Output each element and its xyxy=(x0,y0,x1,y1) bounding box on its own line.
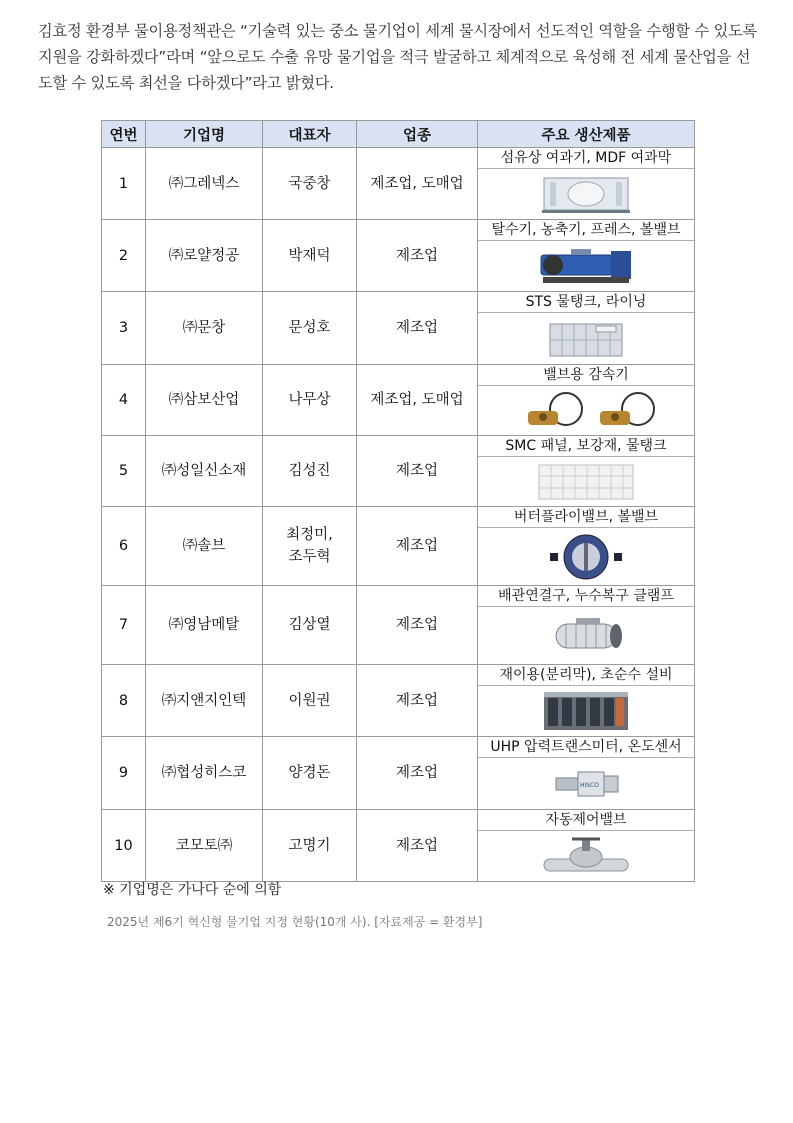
ceo-name: 고명기 xyxy=(263,810,357,882)
table-row xyxy=(102,148,695,220)
header-no: 연번 xyxy=(102,121,146,148)
smc-panel-icon xyxy=(478,457,694,506)
product-label: 배관연결구, 누수복구 클램프 xyxy=(478,586,694,607)
product-cell xyxy=(478,586,695,665)
company-name: ㈜로얄정공 xyxy=(146,220,263,292)
industry: 제조업 xyxy=(357,292,478,365)
table-row xyxy=(102,292,695,365)
table-row xyxy=(102,586,695,665)
row-number: 2 xyxy=(102,220,146,292)
valve-gear-icon xyxy=(478,386,694,435)
butterfly-valve-icon xyxy=(478,528,694,585)
product-label: UHP 압력트랜스미터, 온도센서 xyxy=(478,737,694,758)
industry: 제조업 xyxy=(357,586,478,665)
ceo-name: 나무상 xyxy=(263,365,357,436)
product-cell xyxy=(478,220,695,292)
pipe-clamp-icon xyxy=(478,607,694,664)
ceo-name: 김상열 xyxy=(263,586,357,665)
product-cell xyxy=(478,507,695,586)
table-row xyxy=(102,507,695,586)
filter-unit-icon xyxy=(478,169,694,219)
industry: 제조업 xyxy=(357,436,478,507)
company-name: 코모토㈜ xyxy=(146,810,263,882)
company-name: ㈜협성히스코 xyxy=(146,737,263,810)
product-cell xyxy=(478,436,695,507)
row-number: 6 xyxy=(102,507,146,586)
row-number: 3 xyxy=(102,292,146,365)
company-name: ㈜영남메탈 xyxy=(146,586,263,665)
product-label: 재이용(분리막), 초순수 설비 xyxy=(478,665,694,686)
company-name: ㈜성일신소재 xyxy=(146,436,263,507)
table-header-row xyxy=(102,121,695,148)
ceo-name: 국중창 xyxy=(263,148,357,220)
row-number: 10 xyxy=(102,810,146,882)
membrane-plant-icon xyxy=(478,686,694,736)
sort-note: ※ 기업명은 가나다 순에 의함 xyxy=(103,882,282,898)
industry: 제조업 xyxy=(357,507,478,586)
product-label: 밸브용 감속기 xyxy=(478,365,694,386)
row-number: 9 xyxy=(102,737,146,810)
ceo-name: 이원권 xyxy=(263,665,357,737)
industry: 제조업, 도매업 xyxy=(357,148,478,220)
product-cell xyxy=(478,292,695,365)
svg-text:HISCO: HISCO xyxy=(580,781,600,789)
table-row xyxy=(102,436,695,507)
product-label: STS 물탱크, 라이닝 xyxy=(478,292,694,313)
product-cell xyxy=(478,810,695,882)
product-label: 자동제어밸브 xyxy=(478,810,694,831)
company-table xyxy=(101,120,695,882)
company-name: ㈜삼보산업 xyxy=(146,365,263,436)
product-cell xyxy=(478,148,695,220)
company-name: ㈜지앤지인텍 xyxy=(146,665,263,737)
pressure-transmitter-icon xyxy=(478,758,694,809)
ceo-name: 박재덕 xyxy=(263,220,357,292)
image-caption: 2025년 제6기 혁신형 물기업 지정 현황(10개 사). [자료제공 = 환경부] xyxy=(107,915,483,929)
ceo-name: 김성진 xyxy=(263,436,357,507)
table-row xyxy=(102,737,695,810)
company-name: ㈜솔브 xyxy=(146,507,263,586)
header-product: 주요 생산제품 xyxy=(478,121,695,148)
row-number: 4 xyxy=(102,365,146,436)
product-label: 탈수기, 농축기, 프레스, 볼밸브 xyxy=(478,220,694,241)
table-row xyxy=(102,220,695,292)
article-paragraph: 김효정 환경부 물이용정책관은 “기술력 있는 중소 물기업이 세계 물시장에서 선도적인 역할을 수행할 수 있도록 지원을 강화하겠다”라며 “앞으로도 수출 유망 물기업을 적극 발굴하고 체계적으로 육성해 전 세계 물산업을 선도할 수 있도록 최선을 다하겠다”라고 밝혔다. xyxy=(38,22,758,92)
product-cell xyxy=(478,665,695,737)
ceo-name: 문성호 xyxy=(263,292,357,365)
header-industry: 업종 xyxy=(357,121,478,148)
control-valve-icon xyxy=(478,831,694,881)
table-row xyxy=(102,810,695,882)
water-tank-icon xyxy=(478,313,694,364)
header-ceo: 대표자 xyxy=(263,121,357,148)
row-number: 1 xyxy=(102,148,146,220)
product-label: SMC 패널, 보강재, 물탱크 xyxy=(478,436,694,457)
industry: 제조업 xyxy=(357,220,478,292)
table-row xyxy=(102,365,695,436)
ceo-name: 양경돈 xyxy=(263,737,357,810)
header-company: 기업명 xyxy=(146,121,263,148)
dewatering-machine-icon xyxy=(478,241,694,291)
product-cell xyxy=(478,737,695,810)
industry: 제조업, 도매업 xyxy=(357,365,478,436)
industry: 제조업 xyxy=(357,665,478,737)
product-label: 버터플라이밸브, 볼밸브 xyxy=(478,507,694,528)
company-name: ㈜그레넥스 xyxy=(146,148,263,220)
product-cell xyxy=(478,365,695,436)
product-label: 섬유상 여과기, MDF 여과막 xyxy=(478,148,694,169)
row-number: 5 xyxy=(102,436,146,507)
company-name: ㈜문창 xyxy=(146,292,263,365)
row-number: 7 xyxy=(102,586,146,665)
table-row xyxy=(102,665,695,737)
industry: 제조업 xyxy=(357,810,478,882)
industry: 제조업 xyxy=(357,737,478,810)
row-number: 8 xyxy=(102,665,146,737)
ceo-name: 최정미, 조두혁 xyxy=(263,507,357,586)
